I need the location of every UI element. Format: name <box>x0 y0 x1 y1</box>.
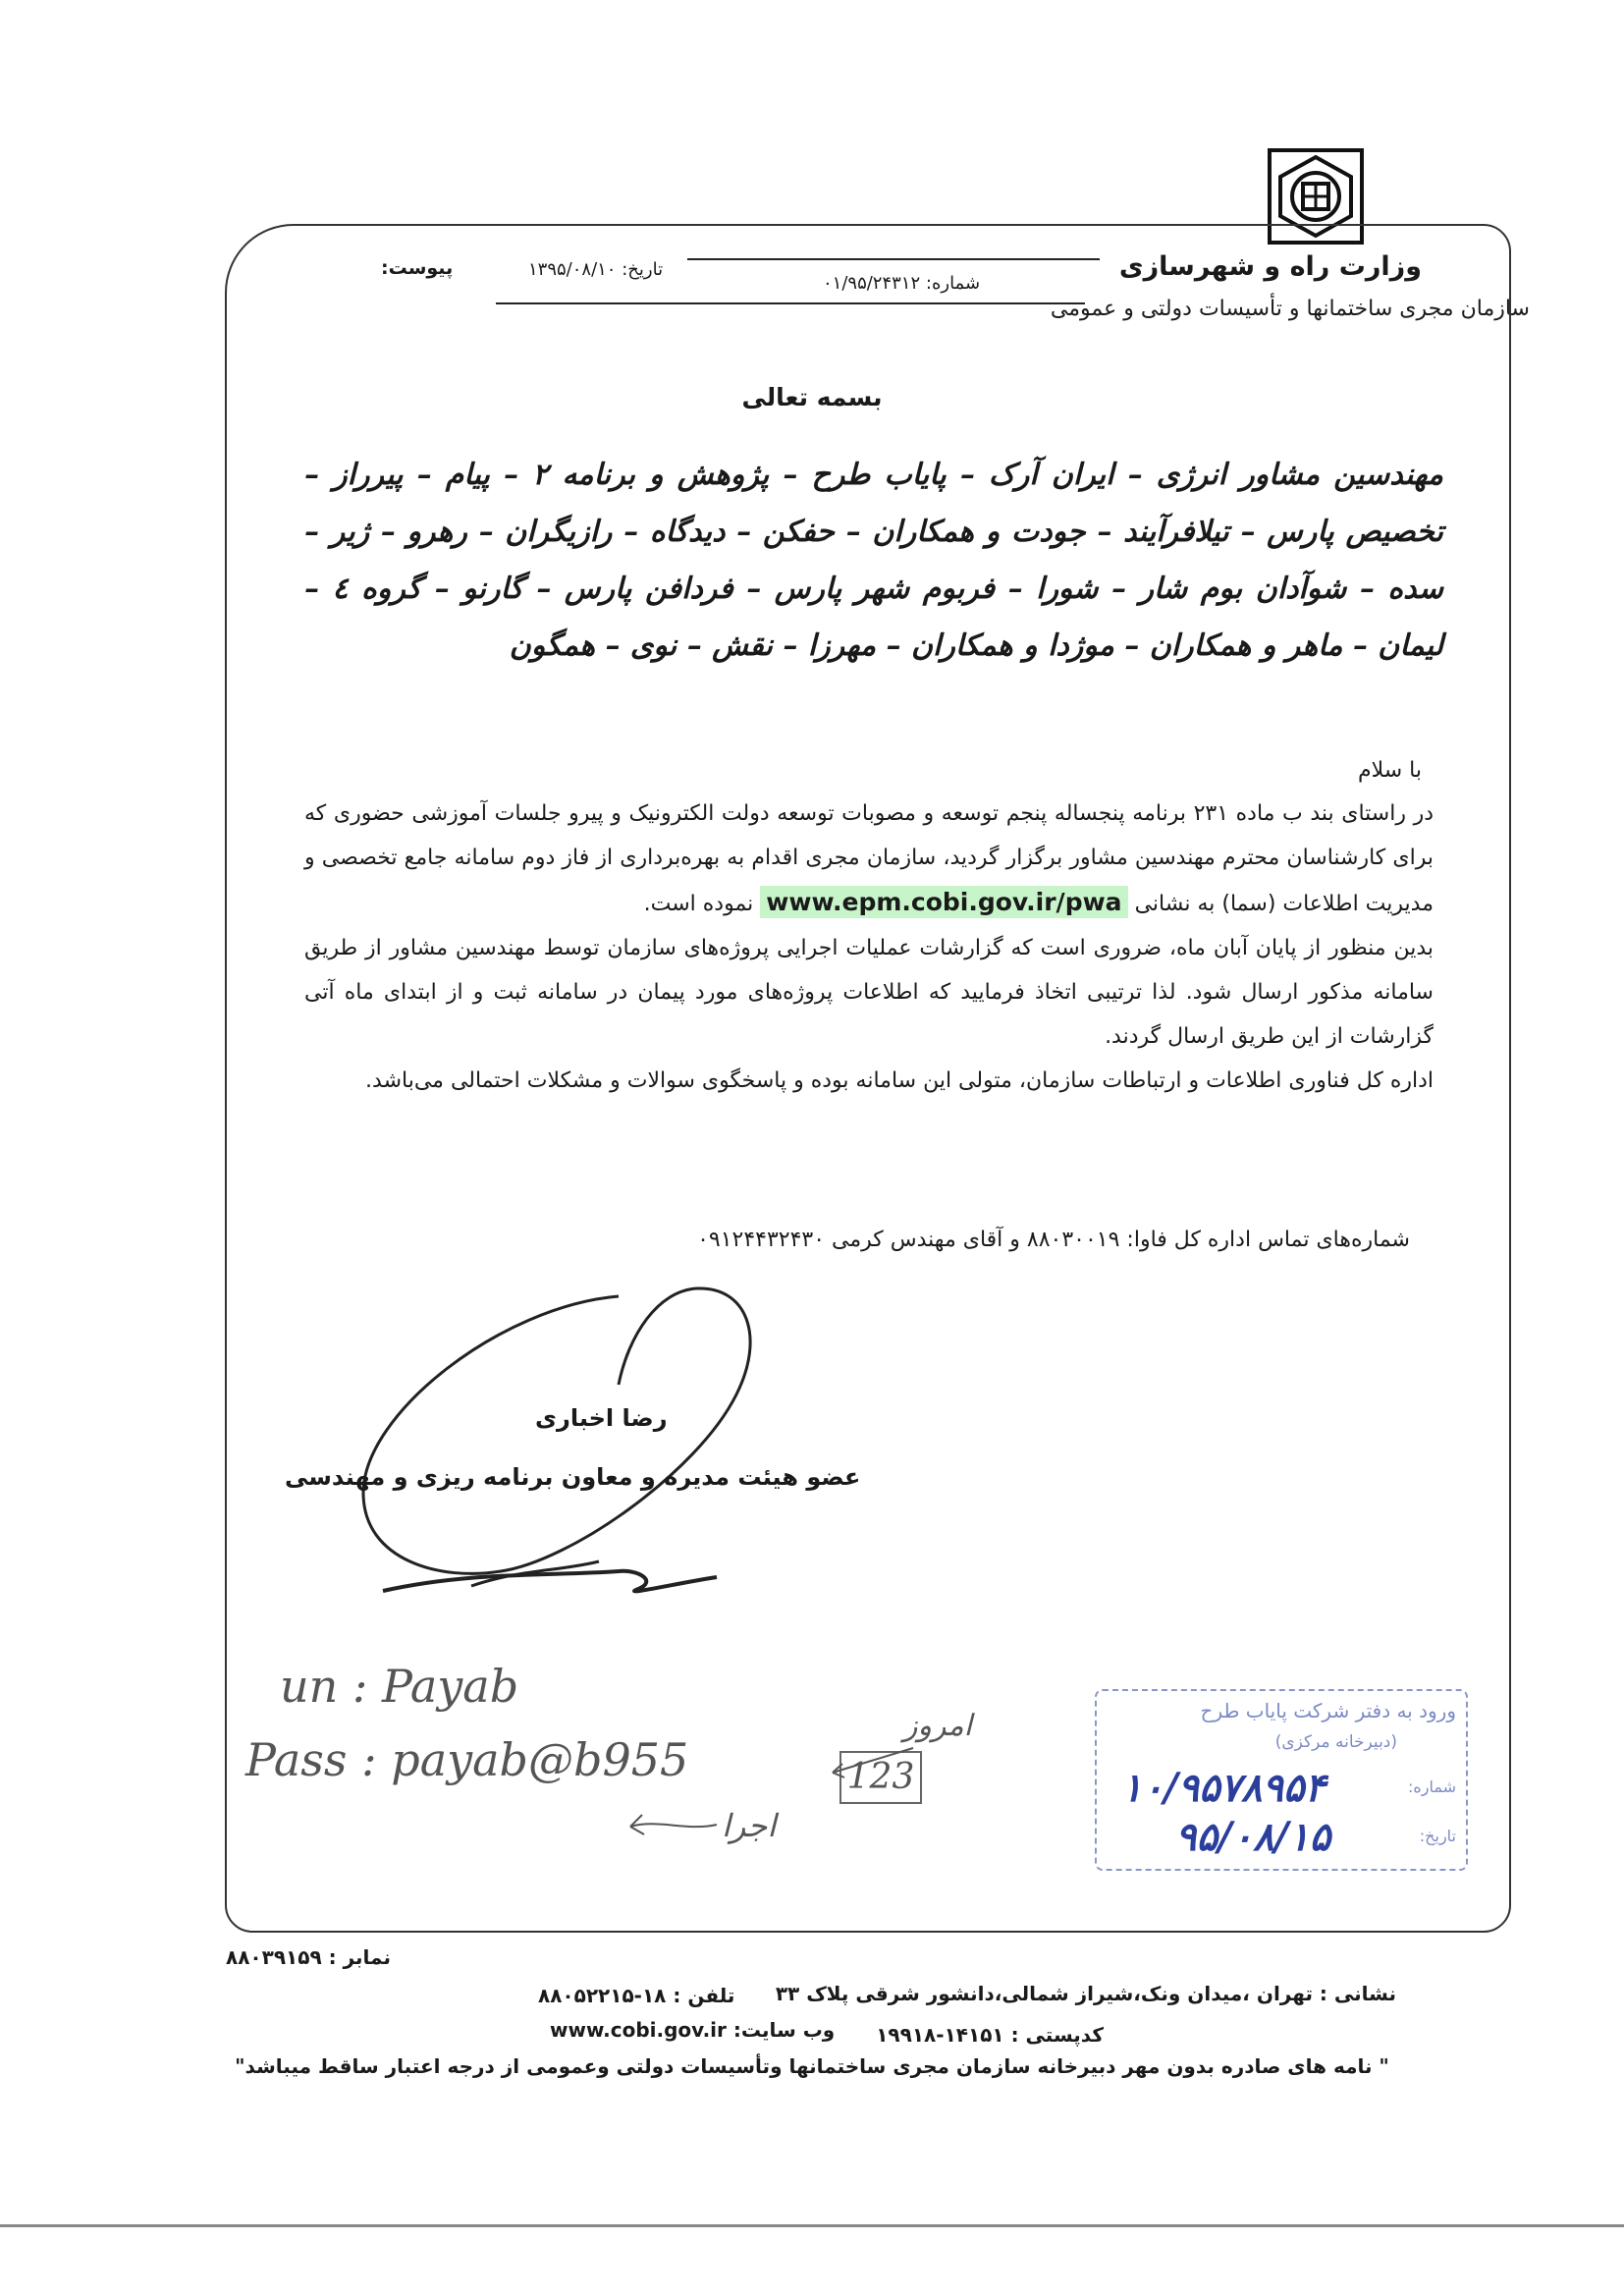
paragraph-3: اداره کل فناوری اطلاعات و ارتباطات سازمان، متولی این سامانه بوده و پاسخگوی سوالات و مشکلات احتمالی می‌باشد. <box>365 1068 1434 1093</box>
signatory-name: رضا اخباری <box>535 1404 668 1432</box>
handwritten-username: un : Payab <box>280 1660 519 1713</box>
handwritten-arrows <box>619 1699 943 1866</box>
handwritten-signature <box>324 1277 874 1611</box>
stamp-date-value: ۹۵/۰۸/۱۵ <box>1175 1814 1331 1860</box>
receipt-stamp <box>1095 1689 1468 1871</box>
stamp-number-value: ۱۰/۹۵۷۸۹۵۴ <box>1121 1765 1326 1811</box>
footer-address: نشانی : تهران ،میدان ونک،شیراز شمالی،دانشور شرقی پلاک ۳۳ <box>775 1982 1396 2005</box>
footer-phone: تلفن : ۱۸-۸۸۰۵۲۲۱۵ <box>538 1984 735 2007</box>
stamp-date-label: تاریخ: <box>1419 1827 1456 1845</box>
addressee-list: مهندسین مشاور انرژی – ایران آرک – پایاب طرح – پژوهش و برنامه ۲ – پیام – پیرراز – تخصیص پارس – تیلافرآیند – جودت و همکاران – حفکن – دیدگاه – رازیگران – رهرو – ژیر – سده – شوآدان بوم شار – شورا – فربوم شهر پارس – فردافن پارس – گارنو – گروه ٤ – لیمان – ماهر و همکاران – موژدا و همکاران – مهرزا – نقش – نوی – همگون <box>304 458 1443 663</box>
signatory-title: عضو هیئت مدیره و معاون برنامه ریزی و مهندسی <box>285 1463 861 1491</box>
paragraph-1 <box>304 792 1434 926</box>
letter-number-label: شماره: <box>925 273 981 294</box>
bismillah-heading: بسمه تعالی <box>741 383 883 411</box>
paragraph-1-text: در راستای بند ب ماده ۲۳۱ برنامه پنجساله پنجم توسعه و مصوبات توسعه دولت الکترونیک و پیرو جلسات آموزشی حضوری که برای کارشناسان محترم مهندسین مشاور برگزار گردید، سازمان مجری اقدام به بهره‌برداری از فاز دوم سامانه جامع تخصصی و مدیریت اطلاعات (سما) به نشانی <box>304 801 1435 916</box>
stamp-subtitle: (دبیرخانه مرکزی) <box>1274 1732 1397 1752</box>
letter-date-label: تاریخ: <box>622 259 664 280</box>
handwritten-boxed-number: 123 <box>839 1751 922 1804</box>
letter-number-value: ۰۱/۹۵/۲۴۳۱۲ <box>823 273 921 294</box>
attachment-label: پیوست: <box>381 257 454 279</box>
footer-website-label: وب سایت: <box>732 2018 836 2042</box>
handwritten-note-right: امروز <box>903 1709 972 1743</box>
stamp-number-label: شماره: <box>1407 1777 1456 1796</box>
footer-fax: نمابر : ۸۸۰۳۹۱۵۹ <box>226 1945 391 1969</box>
scan-edge-line <box>0 2224 1624 2227</box>
footer-disclaimer: " نامه های صادره بدون مهر دبیرخانه سازمان مجری ساختمانها وتأسیسات دولتی وعمومی از درجه اعتبار ساقط میباشد" <box>235 2054 1389 2078</box>
stamp-title: ورود به دفتر شرکت پایاب طرح <box>1200 1699 1456 1722</box>
footer-postal-code: کدپستی : ۱۴۱۵۱-۱۹۹۱۸ <box>876 2023 1104 2047</box>
footer-website-link[interactable]: www.cobi.gov.ir <box>550 2018 727 2042</box>
paragraph-2: بدین منظور از پایان آبان ماه، ضروری است که گزارشات عملیات اجرایی پروژه‌های سازمان توسط مهندسین مشاور از طریق سامانه مذکور ارسال شود. لذا ترتیبی اتخاذ فرمایید که اطلاعات پروژه‌های مورد پیمان در سامانه ثبت و از ابتدای ماه آتی گزارشات از این طریق ارسال گردند. <box>304 936 1434 1049</box>
handwritten-note-bottom: اجرا <box>722 1807 777 1844</box>
footer-website <box>550 2018 835 2042</box>
organization-name: سازمان مجری ساختمانها و تأسیسات دولتی و عمومی <box>1050 297 1530 321</box>
ministry-name: وزارت راه و شهرسازی <box>1118 251 1422 282</box>
salutation: با سلام <box>1357 758 1422 783</box>
contact-phones: شماره‌های تماس اداره کل فاوا: ۸۸۰۳۰۰۱۹ و آقای مهندس کرمی ۰۹۱۲۴۴۳۲۴۳۰ <box>697 1228 1410 1252</box>
system-url-link[interactable]: www.epm.cobi.gov.ir/pwa <box>760 886 1127 918</box>
letter-date-value: ۱۳۹۵/۰۸/۱۰ <box>528 259 617 280</box>
letter-body <box>304 792 1434 1103</box>
handwritten-password: Pass : payab@b955 <box>245 1733 689 1786</box>
paragraph-1-end: نموده است. <box>643 892 754 916</box>
